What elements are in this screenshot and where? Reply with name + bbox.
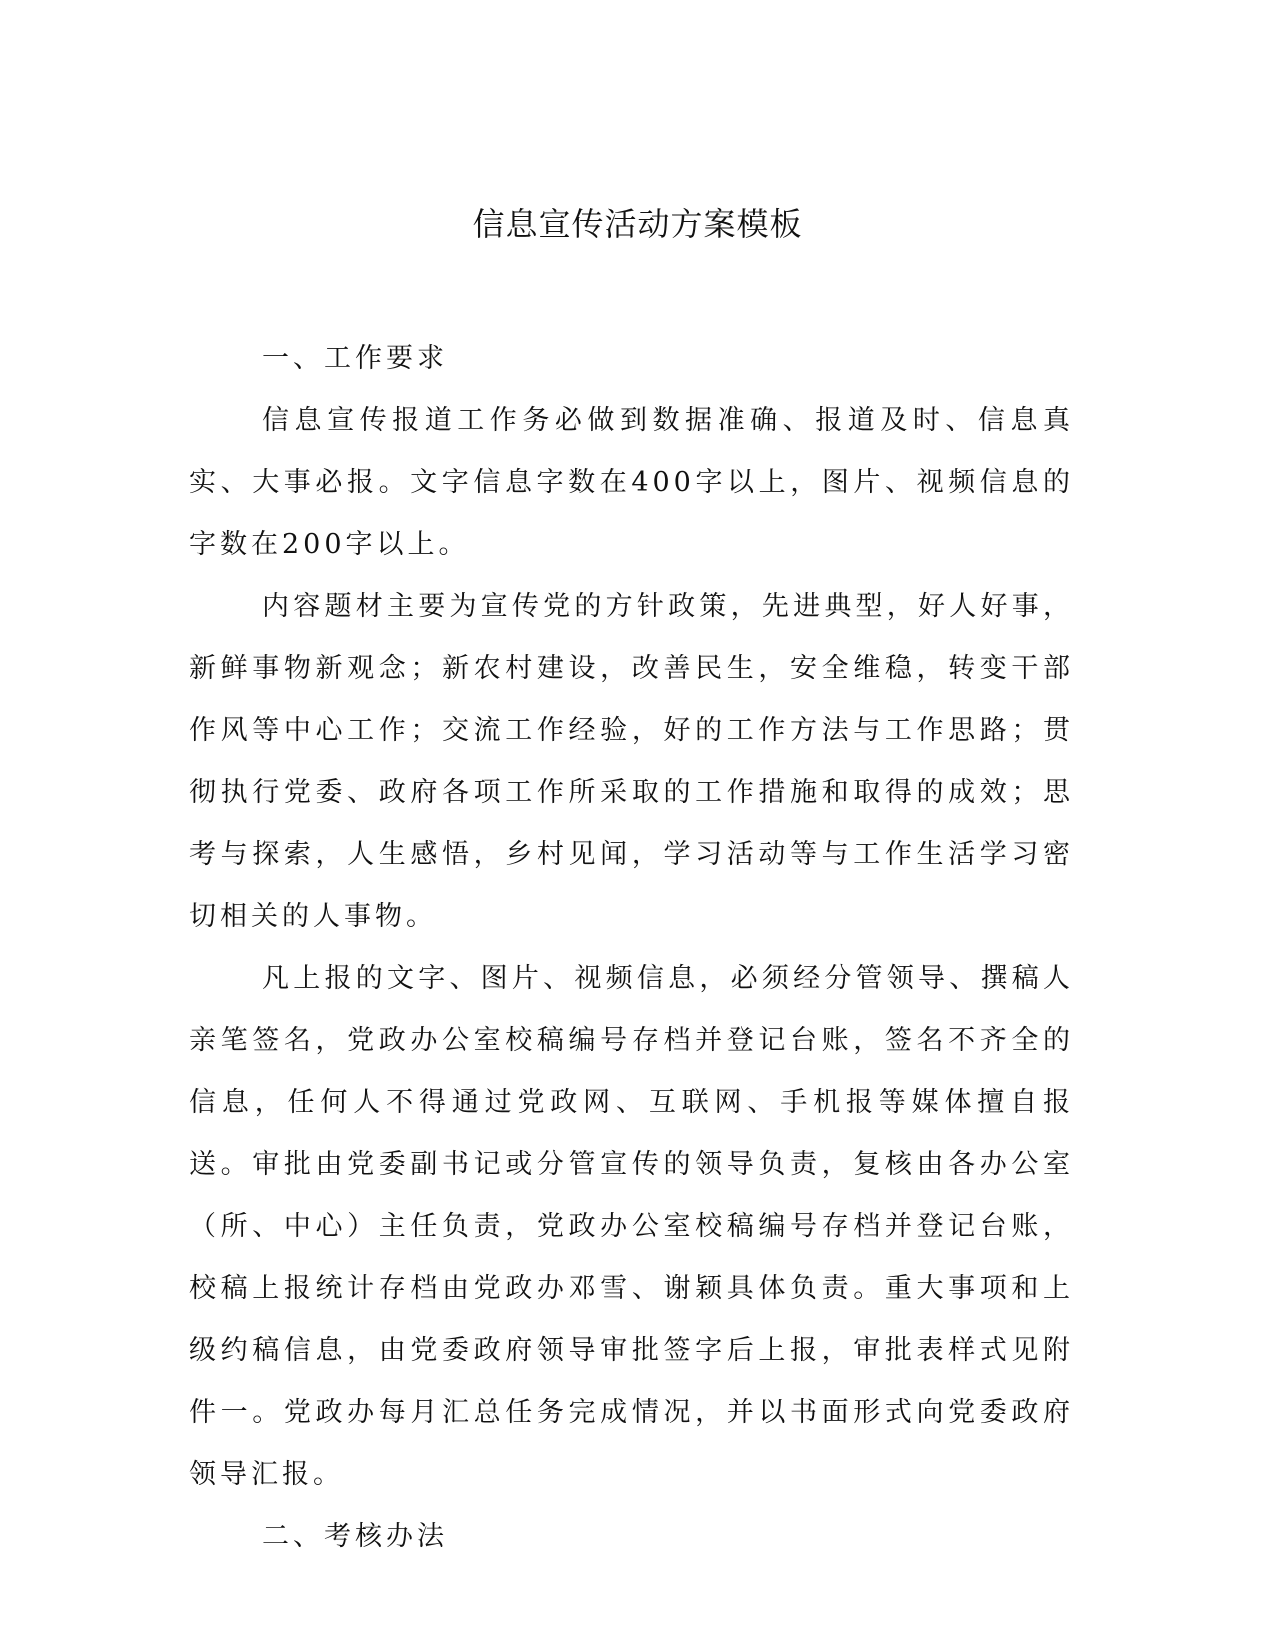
paragraph-reporting-standards: 信息宣传报道工作务必做到数据准确、报道及时、信息真实、大事必报。文字信息字数在400字以上，图片、视频信息的字数在200字以上。	[189, 405, 1074, 560]
paragraph-content-topics: 内容题材主要为宣传党的方针政策，先进典型，好人好事，新鲜事物新观念；新农村建设，改善民生，安全维稳，转变干部作风等中心工作；交流工作经验，好的工作方法与工作思路；贯彻执行党委、政府各项工作所采取的工作措施和取得的成效；思考与探索，人生感悟，乡村见闻，学习活动等与工作生活学习密切相关的人事物。	[189, 591, 1074, 932]
document-body	[189, 328, 1074, 1568]
section-heading-work-requirements: 一、工作要求	[262, 343, 448, 374]
section-heading-assessment-methods: 二、考核办法	[262, 1521, 448, 1552]
document-title: 信息宣传活动方案模板	[472, 205, 803, 243]
paragraph-approval-process: 凡上报的文字、图片、视频信息，必须经分管领导、撰稿人亲笔签名，党政办公室校稿编号存档并登记台账，签名不齐全的信息，任何人不得通过党政网、互联网、手机报等媒体擅自报送。审批由党委副书记或分管宣传的领导负责，复核由各办公室（所、中心）主任负责，党政办公室校稿编号存档并登记台账，校稿上报统计存档由党政办邓雪、谢颖具体负责。重大事项和上级约稿信息，由党委政府领导审批签字后上报，审批表样式见附件一。党政办每月汇总任务完成情况，并以书面形式向党委政府领导汇报。	[189, 963, 1074, 1490]
